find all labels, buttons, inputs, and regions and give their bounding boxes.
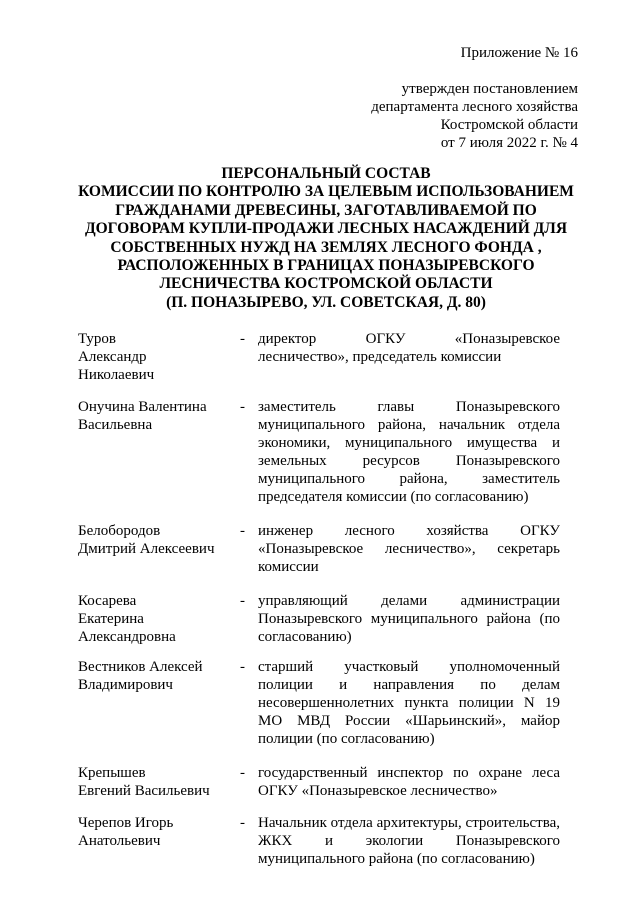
- member-dash: -: [240, 815, 245, 831]
- member-dash: -: [240, 765, 245, 781]
- member-row: [78, 330, 584, 384]
- member-row: [78, 398, 584, 506]
- member-name-line: Онучина Валентина: [78, 399, 207, 415]
- member-name-line: Косарева: [78, 593, 137, 609]
- title-line: КОМИССИИ ПО КОНТРОЛЮ ЗА ЦЕЛЕВЫМ ИСПОЛЬЗОВАНИЕМ: [78, 183, 574, 201]
- member-dash: -: [240, 331, 245, 347]
- member-row: [78, 764, 584, 800]
- title-line: ЛЕСНИЧЕСТВА КОСТРОМСКОЙ ОБЛАСТИ: [159, 275, 493, 293]
- member-name-line: Екатерина: [78, 611, 144, 627]
- member-role: инженер лесного хозяйства ОГКУ «Поназыревское лесничество», секретарь комиссии: [258, 523, 560, 575]
- approval-line: Костромской области: [440, 117, 578, 133]
- member-name: [78, 764, 240, 800]
- member-name-line: Анатольевич: [78, 833, 161, 849]
- document-title: [60, 165, 592, 312]
- member-name-line: Крепышев: [78, 765, 146, 781]
- member-name: [78, 522, 240, 576]
- title-line: РАСПОЛОЖЕННЫХ В ГРАНИЦАХ ПОНАЗЫРЕВСКОГО: [117, 257, 535, 275]
- member-row: [78, 814, 584, 868]
- member-name-line: Александровна: [78, 629, 176, 645]
- member-name: [78, 330, 240, 384]
- member-name-line: Белобородов: [78, 523, 161, 539]
- member-name-line: Евгений Васильевич: [78, 783, 210, 799]
- member-role: старший участковый уполномоченный полиции и направления по делам несовершеннолетних пункта полиции N 19 МО МВД России «Шарьинский», майор полиции (по согласованию): [258, 659, 560, 747]
- approval-line: департамента лесного хозяйства: [371, 99, 578, 115]
- member-name-line: Туров: [78, 331, 116, 347]
- member-row: [78, 658, 584, 748]
- member-role: директор ОГКУ «Поназыревское лесничество», председатель комиссии: [258, 331, 560, 365]
- member-row: [78, 592, 584, 646]
- member-role: заместитель главы Поназыревского муниципального района, начальник отдела экономики, муниципального имущества и земельных ресурсов Поназыревского муниципального района, заместитель председателя комиссии (по согласованию): [258, 399, 560, 505]
- approval-line: утвержден постановлением: [401, 81, 578, 97]
- members-list: [78, 330, 584, 868]
- member-name: [78, 398, 240, 506]
- annex-number: Приложение № 16: [460, 45, 578, 61]
- member-name-line: Вестников Алексей: [78, 659, 203, 675]
- member-name: [78, 814, 240, 868]
- member-name-line: Дмитрий Алексеевич: [78, 541, 215, 557]
- title-line: ДОГОВОРАМ КУПЛИ-ПРОДАЖИ ЛЕСНЫХ НАСАЖДЕНИЙ ДЛЯ: [84, 220, 568, 238]
- member-dash: -: [240, 659, 245, 675]
- member-name-line: Александр: [78, 349, 147, 365]
- member-role: Начальник отдела архитектуры, строительства, ЖКХ и экологии Поназыревского муниципального района (по согласованию): [258, 815, 560, 867]
- title-line: (П. ПОНАЗЫРЕВО, УЛ. СОВЕТСКАЯ, Д. 80): [166, 293, 486, 311]
- title-line: ПЕРСОНАЛЬНЫЙ СОСТАВ: [221, 165, 431, 182]
- member-role: государственный инспектор по охране леса ОГКУ «Поназыревское лесничество»: [258, 765, 560, 799]
- title-line: ГРАЖДАНАМИ ДРЕВЕСИНЫ, ЗАГОТАВЛИВАЕМОЙ ПО: [115, 201, 537, 219]
- member-dash: -: [240, 523, 245, 539]
- member-dash: -: [240, 399, 245, 415]
- member-name: [78, 658, 240, 748]
- approval-block: [371, 80, 578, 152]
- title-line: СОБСТВЕННЫХ НУЖД НА ЗЕМЛЯХ ЛЕСНОГО ФОНДА ,: [110, 238, 542, 256]
- member-name-line: Васильевна: [78, 417, 153, 433]
- member-name-line: Черепов Игорь: [78, 815, 174, 831]
- member-name-line: Владимирович: [78, 677, 173, 693]
- member-dash: -: [240, 593, 245, 609]
- member-name-line: Николаевич: [78, 367, 155, 383]
- member-row: [78, 522, 584, 576]
- member-role: управляющий делами администрации Поназыревского муниципального района (по согласованию): [258, 593, 560, 645]
- member-name: [78, 592, 240, 646]
- approval-line: от 7 июля 2022 г. № 4: [440, 135, 578, 151]
